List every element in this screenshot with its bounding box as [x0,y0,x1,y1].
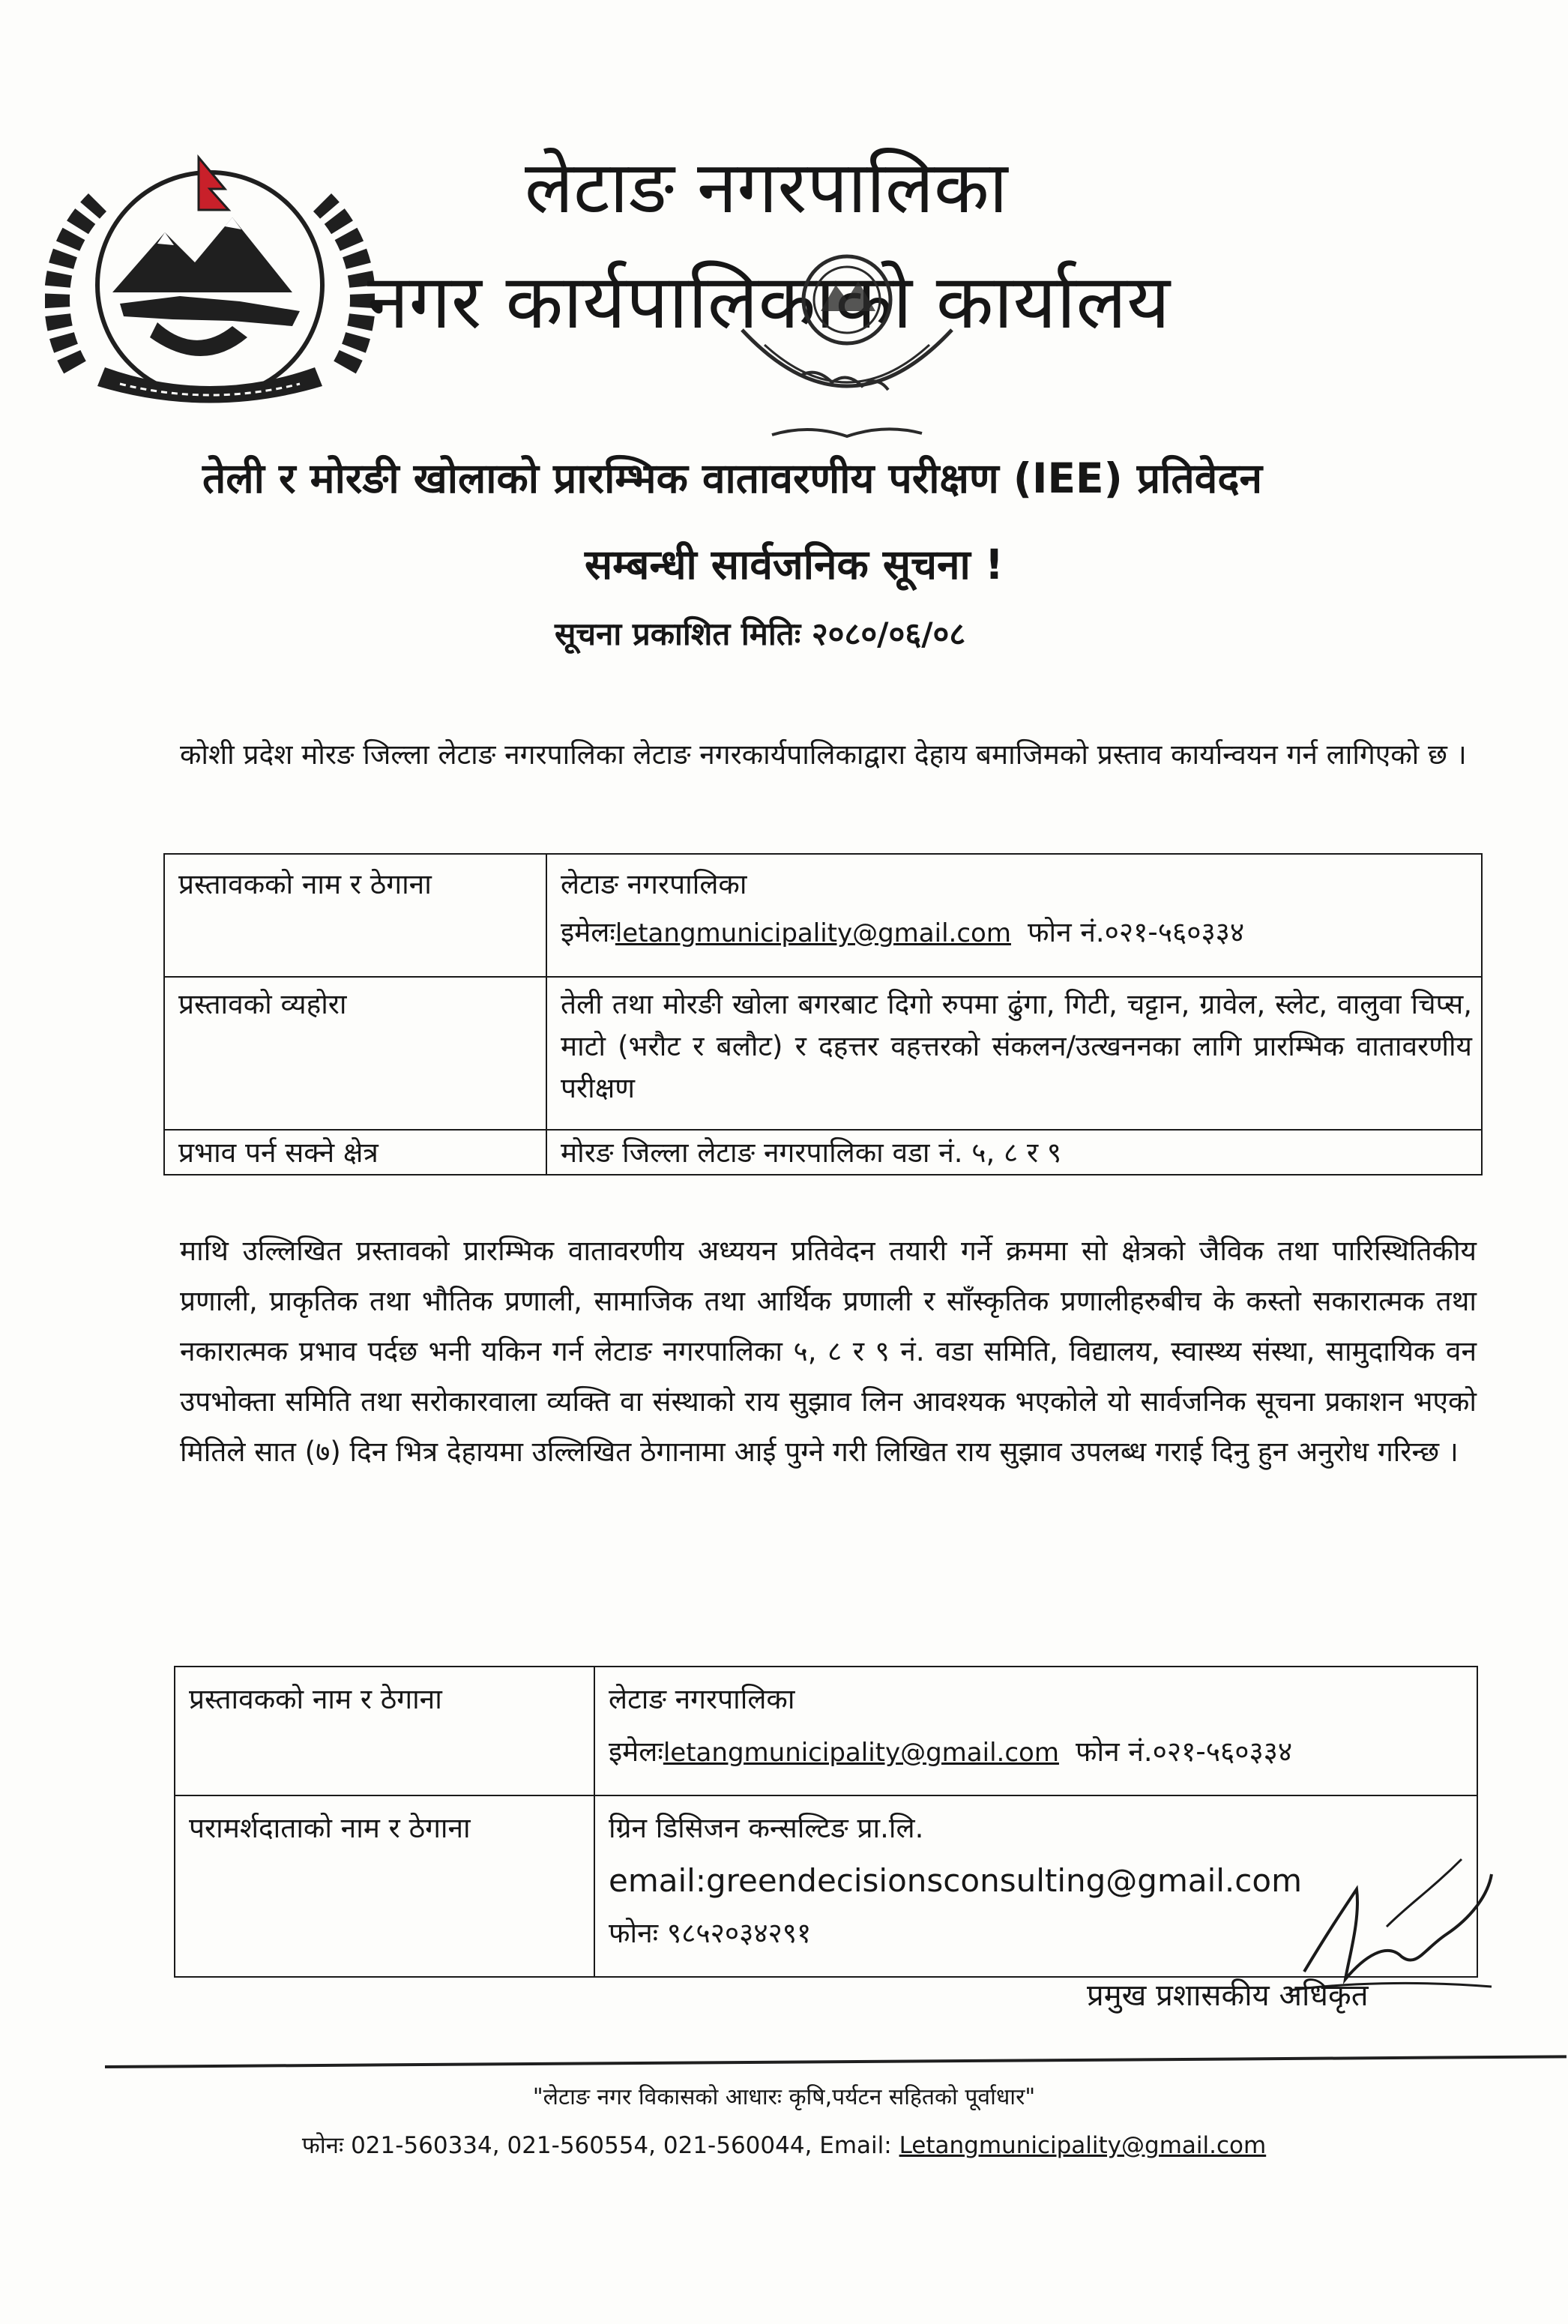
nepal-emblem-logo [45,142,375,412]
affected-area-value: मोरङ जिल्ला लेटाङ नगरपालिका वडा नं. ५, ८ र ९ [546,1130,1482,1175]
office-title-line1: लेटाङ नगरपालिका [525,145,1008,229]
email-prefix: इमेलः [609,1736,663,1768]
proposer-phone: फोन नं.०२१-५६०३३४ [1075,1736,1293,1768]
proposer-label: प्रस्तावकको नाम र ठेगाना [164,854,546,977]
office-title-line2: नगर कार्यपालिकाको कार्यालय [367,258,1171,346]
proposer-email-link[interactable]: letangmunicipality@gmail.com [615,918,1011,948]
proposal-description: तेली तथा मोरङी खोला बगरबाट दिगो रुपमा ढुंगा, गिटी, चट्टान, ग्रावेल, स्लेट, वालुवा चिप्स, माटो (भरौट र बलौट) र दहत्तर वहत्तरको संकलन/उत्खननका लागि प्रारम्भिक वातावरणीय परीक्षण [546,977,1482,1130]
proposer-details [594,1667,1477,1795]
table-row [164,977,1482,1130]
notice-heading-line1: तेली र मोरङी खोलाको प्रारम्भिक वातावरणीय परीक्षण (IEE) प्रतिवेदन [202,454,1263,502]
proposer-contact [561,909,1472,957]
consultant-email[interactable]: email:greendecisionsconsulting@gmail.com [609,1862,1302,1899]
footer-email-link[interactable]: Letangmunicipality@gmail.com [899,2132,1267,2159]
intro-paragraph: कोशी प्रदेश मोरङ जिल्ला लेटाङ नगरपालिका लेटाङ नगरकार्यपालिकाद्वारा देहाय बमाजिमको प्रस्ताव कार्यान्वयन गर्न लागिएको छ । [180,738,1467,771]
affected-area-label: प्रभाव पर्न सक्ने क्षेत्र [164,1130,546,1175]
office-seal-stamp [697,240,982,465]
table-row [175,1667,1477,1795]
proposal-details-table [163,853,1483,1175]
proposer-contact [609,1726,1468,1779]
proposer-details [546,854,1482,977]
proposer-name: लेटाङ नगरपालिका [561,868,747,900]
consultant-label: परामर्शदाताको नाम र ठेगाना [175,1795,594,1977]
email-prefix: इमेलः [561,916,615,948]
notice-heading-line2: सम्बन्धी सार्वजनिक सूचना ! [585,541,1004,588]
publication-date: सूचना प्रकाशित मितिः २०८०/०६/०८ [555,615,966,652]
footer-contact [0,2129,1568,2161]
proposer-label: प्रस्तावकको नाम र ठेगाना [175,1667,594,1795]
consultant-phone: फोनः ९८५२०३४२९१ [609,1917,812,1949]
table-row [164,1130,1482,1175]
proposer-email-link[interactable]: letangmunicipality@gmail.com [663,1738,1059,1768]
proposer-phone: फोन नं.०२१-५६०३३४ [1027,916,1245,948]
footer-phone-numbers: फोनः 021-560334, 021-560554, 021-560044, Email: [301,2132,899,2159]
consultant-name: ग्रिन डिसिजन कन्सल्टिङ प्रा.लि. [609,1812,924,1844]
proposal-label: प्रस्तावको व्यहोरा [164,977,546,1130]
table-row [164,854,1482,977]
signatory-title: प्रमुख प्रशासकीय अधिकृत [1087,1978,1369,2013]
proposer-name: लेटाङ नगरपालिका [609,1683,795,1715]
footer-slogan: "लेटाङ नगर विकासको आधारः कृषि,पर्यटन सहितको पूर्वाधार" [532,2084,1036,2110]
notice-body-paragraph: माथि उल्लिखित प्रस्तावको प्रारम्भिक वातावरणीय अध्ययन प्रतिवेदन तयारी गर्ने क्रममा सो क्षेत्रको जैविक तथा पारिस्थितिकीय प्रणाली, प्राकृतिक तथा भौतिक प्रणाली, सामाजिक तथा आर्थिक प्रणाली र साँस्कृतिक प्रणालीहरुबीच के कस्तो सकारात्मक तथा नकारात्मक प्रभाव पर्दछ भनी यकिन गर्न लेटाङ नगरपालिका ५, ८ र ९ नं. वडा समिति, विद्यालय, स्वास्थ्य संस्था, सामुदायिक वन उपभोक्ता समिति तथा सरोकारवाला व्यक्ति वा संस्थाको राय सुझाव लिन आवश्यक भएकोले यो सार्वजनिक सूचना प्रकाशन भएको मितिले सात (७) दिन भित्र देहायमा उल्लिखित ठेगानामा आई पुग्ने गरी लिखित राय सुझाव उपलब्ध गराई दिनु हुन अनुरोध गरिन्छ । [180,1235,1477,1468]
footer-divider [105,2055,1567,2068]
